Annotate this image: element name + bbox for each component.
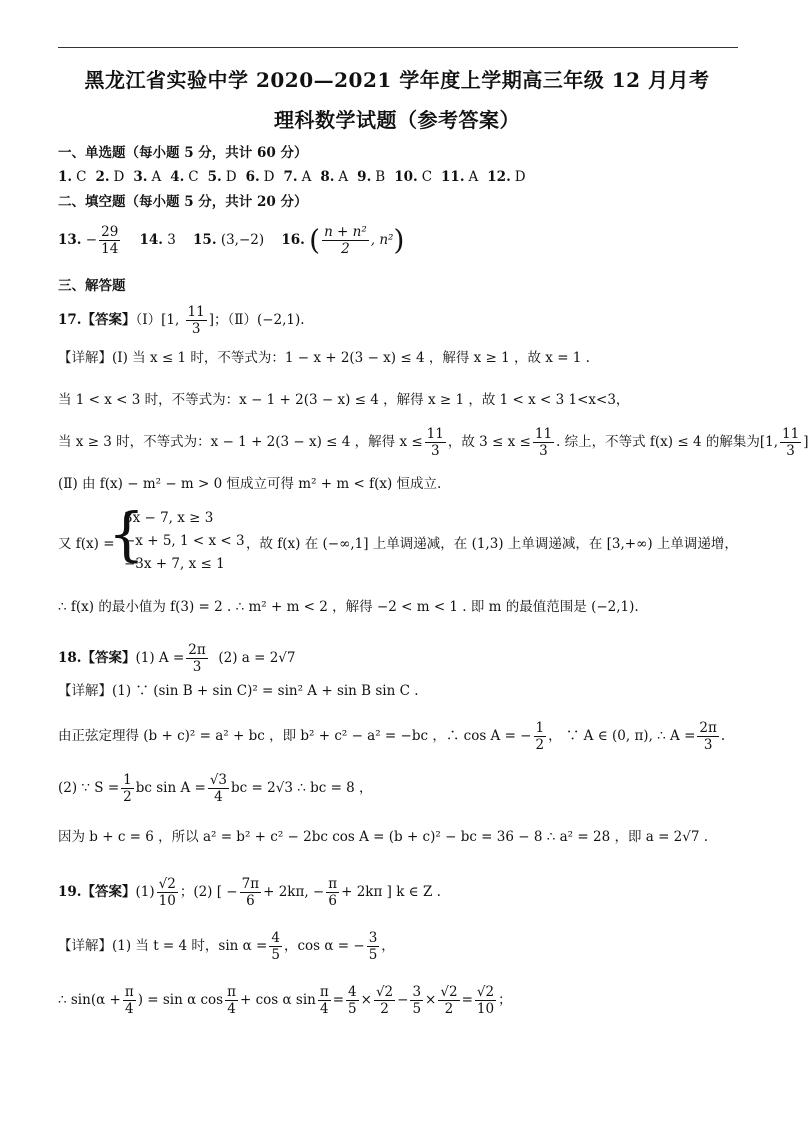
q19-d2-d8: 10	[476, 1001, 495, 1017]
q19-d2-a: ∴ sin(α +	[58, 992, 121, 1008]
q14-value: 3	[167, 232, 176, 248]
q18-head-frac	[186, 642, 207, 675]
q18-d3-c: bc = 2√3 ∴ bc = 8 ，	[231, 780, 373, 796]
mc-answer-number: 7.	[283, 169, 298, 185]
mc-answer-choice: A	[468, 169, 479, 185]
q13-sign: −	[85, 232, 98, 248]
q17-d3-den2: 3	[539, 443, 548, 459]
q17-detail-4: (Ⅱ) 由 f(x) − m² − m > 0 恒成立可得 m² + m < f(x) 恒成立.	[58, 476, 442, 492]
q19-d2-d2: 4	[227, 1001, 236, 1017]
mc-answer-choice: C	[188, 169, 199, 185]
mc-answer-choice: C	[421, 169, 433, 185]
q18-d3-frac2	[208, 772, 229, 805]
q19-interval-frac1	[240, 876, 261, 909]
section-heading-fill-blank: 二、填空题（每小题 5 分，共计 20 分）	[58, 194, 308, 210]
q19-d2-n6: 3	[412, 984, 422, 1000]
q19-interval-mid: + 2kπ, −	[263, 884, 325, 900]
q17-bracket-right: ]	[208, 312, 215, 328]
q16-num: n + n²	[324, 224, 367, 240]
fill-answer-row	[58, 224, 748, 257]
mc-answer-number: 10.	[394, 169, 418, 185]
mc-answer-item	[95, 168, 124, 186]
q19-detail-1	[58, 930, 748, 963]
q19-detail-2	[58, 984, 748, 1017]
q16-paren-right: )	[393, 223, 405, 257]
q18-detail-3	[58, 772, 748, 805]
q19-label: 19.【答案】	[58, 884, 136, 900]
q19-head-den: 10	[158, 893, 176, 909]
q18-d3-frac1	[121, 772, 134, 805]
q17-d3-num2: 11	[534, 426, 553, 442]
q19-d1-frac2	[367, 930, 380, 963]
section-heading-solutions: 三、解答题	[58, 278, 126, 294]
q17-part1-label: （Ⅰ）	[135, 312, 162, 328]
q19-d2-d4: 5	[348, 1001, 357, 1017]
q19-d2-frac6	[410, 984, 423, 1017]
q18-d3-den1: 2	[123, 789, 132, 805]
q19-interval-num1: 7π	[241, 876, 260, 892]
q19-interval-left: [ −	[216, 884, 238, 900]
q18-head-a: (1) A =	[135, 650, 185, 666]
mc-answer-item	[283, 168, 311, 186]
q19-d2-frac3	[318, 984, 331, 1017]
q18-head-num: 2π	[188, 642, 206, 658]
piecewise-brace: {	[108, 500, 145, 568]
q17-d3-frac3	[780, 426, 801, 459]
q19-d1-num2: 3	[368, 930, 378, 946]
mc-answer-number: 6.	[245, 169, 260, 185]
q17-pw-case3: −3x + 7, x ≤ 1	[124, 556, 225, 572]
q19-d1-frac1	[269, 930, 282, 963]
q18-d2-a: 由正弦定理得 (b + c)² = a² + bc ，即 b² + c² − a² = −bc ，∴ cos A = −	[58, 728, 532, 744]
q17-d3-frac1	[425, 426, 446, 459]
q19-d2-n4: 4	[348, 984, 357, 1000]
q19-d1-den2: 5	[368, 947, 378, 963]
q17-pw-prefix: 又 f(x) =	[58, 536, 115, 552]
q19-d2-minus: −	[397, 992, 409, 1008]
mc-answer-item	[133, 168, 161, 186]
q19-d2-frac5	[374, 984, 395, 1017]
q18-d2-den2: 3	[703, 737, 713, 753]
mc-answer-choice: B	[375, 169, 386, 185]
mc-answer-item	[441, 168, 478, 186]
q17-d3-b: ，故 3 ≤ x ≤	[447, 434, 531, 450]
q17-part2: ；（Ⅱ）(−2,1).	[214, 312, 305, 328]
mc-answer-item	[58, 168, 86, 186]
mc-answer-number: 12.	[487, 169, 511, 185]
page-subtitle: 理科数学试题（参考答案）	[274, 108, 520, 132]
q18-d3-a: (2) ∵ S =	[58, 780, 120, 796]
q18-detail-1: 【详解】(1) ∵ (sin B + sin C)² = sin² A + sin B sin C .	[58, 683, 419, 699]
q19-d2-d3: 4	[319, 1001, 329, 1017]
mc-answer-choice: A	[301, 169, 312, 185]
mc-answer-item	[357, 168, 385, 186]
q17-d3-den3: 3	[786, 443, 795, 459]
q18-d3-den2: 4	[214, 789, 223, 805]
q17-detail-3	[58, 426, 808, 459]
q19-head-b: ；(2)	[179, 884, 213, 900]
mc-answer-choice: C	[76, 169, 87, 185]
q18-d3-num1: 1	[123, 772, 132, 788]
q18-d3-num2: √3	[209, 772, 228, 788]
q19-d1-b: ，cos α = −	[283, 938, 365, 954]
q19-d1-a: 【详解】(1) 当 t = 4 时，sin α =	[58, 938, 268, 954]
q15-label: 15.	[193, 232, 217, 248]
mc-answer-choice: D	[514, 169, 526, 185]
q19-d2-n8: √2	[476, 984, 495, 1000]
q18-d2-b: ， ∵ A ∈ (0, π), ∴ A =	[548, 728, 696, 744]
q17-answer	[58, 304, 748, 337]
q18-d2-frac1	[534, 720, 547, 753]
q16-tail: , n²	[370, 232, 394, 248]
q17-pw-case2: −x + 5, 1 < x < 3	[124, 533, 245, 549]
mc-answer-item	[487, 168, 525, 186]
section-heading-single-choice: 一、单选题（每小题 5 分，共计 60 分）	[58, 145, 308, 161]
q16-paren-left: (	[309, 223, 321, 257]
q19-interval-den1: 6	[246, 893, 255, 909]
mc-answer-number: 5.	[207, 169, 222, 185]
q16-den: 2	[341, 241, 350, 257]
mc-answer-number: 9.	[357, 169, 372, 185]
mc-answer-item	[246, 168, 275, 186]
mc-answer-item	[208, 168, 237, 186]
q19-d1-c: ，	[381, 938, 395, 954]
mc-answer-item	[170, 168, 198, 186]
q19-head-a: (1)	[135, 884, 155, 900]
q19-d2-n3: π	[319, 984, 329, 1000]
q19-d2-end: ；	[498, 992, 512, 1008]
q19-d2-frac1	[123, 984, 136, 1017]
q19-answer	[58, 876, 748, 909]
q17-d3-den1: 3	[430, 443, 440, 459]
q19-d2-times1: ×	[360, 992, 372, 1008]
q19-d1-den1: 5	[271, 947, 280, 963]
q19-d2-n1: π	[124, 984, 134, 1000]
q15-value: (3,−2)	[220, 232, 265, 248]
q18-label: 18.【答案】	[58, 650, 136, 666]
q13-num: 29	[101, 224, 119, 240]
q18-d2-c: .	[720, 728, 726, 744]
q19-interval-num2: π	[328, 876, 338, 892]
q19-head-frac	[157, 876, 178, 909]
q17-d3-frac2	[533, 426, 554, 459]
q18-head-den: 3	[192, 659, 202, 675]
q19-interval-frac2	[326, 876, 339, 909]
q19-d2-d6: 5	[412, 1001, 422, 1017]
q18-d2-frac2	[697, 720, 718, 753]
q17-d3-bracket-l: [1,	[759, 434, 778, 450]
q18-d3-b: bc sin A =	[135, 780, 206, 796]
q13-den: 14	[101, 241, 119, 257]
q19-d1-num1: 4	[271, 930, 280, 946]
q19-d2-c: + cos α sin	[239, 992, 316, 1008]
q19-d2-times2: ×	[425, 992, 437, 1008]
q17-pw-case1: 3x − 7, x ≥ 3	[124, 510, 214, 526]
q19-interval-den2: 6	[328, 893, 337, 909]
q19-head-num: √2	[158, 876, 176, 892]
q17-d3-num3: 11	[782, 426, 800, 442]
page-title: 黑龙江省实验中学 2020—2021 学年度上学期高三年级 12 月月考	[84, 68, 710, 92]
q17-pw-suffix: ，故 f(x) 在 (−∞,1] 上单调递减，在 (1,3) 上单调递减，在 [3,+∞) 上单调递增，	[246, 536, 738, 552]
q17-detail-5: ∴ f(x) 的最小值为 f(3) = 2 . ∴ m² + m < 2 ，解得 −2 < m < 1 . 即 m 的最值范围是 (−2,1).	[58, 599, 639, 615]
q19-d2-n5: √2	[375, 984, 394, 1000]
mc-answer-item	[320, 168, 348, 186]
q13-label: 13.	[58, 232, 82, 248]
mc-answer-choice: A	[151, 169, 162, 185]
mc-answer-number: 11.	[441, 169, 465, 185]
q14-label: 14.	[139, 232, 163, 248]
q18-d2-num1: 1	[535, 720, 545, 736]
q19-d2-d5: 2	[380, 1001, 389, 1017]
q17-fraction	[186, 304, 207, 337]
q19-d2-d: =	[332, 992, 345, 1008]
q19-d2-d1: 4	[124, 1001, 134, 1017]
q19-d2-n2: π	[227, 984, 236, 1000]
q18-d2-num2: 2π	[699, 720, 717, 736]
q17-detail-1: 【详解】(Ⅰ) 当 x ≤ 1 时，不等式为：1 − x + 2(3 − x) ≤ 4 ，解得 x ≥ 1 ，故 x = 1 .	[58, 350, 590, 366]
mc-answer-choice: D	[225, 169, 237, 185]
q19-interval-right: + 2kπ ] k ∈ Z .	[341, 884, 441, 900]
q17-label: 17.【答案】	[58, 312, 136, 328]
q17-d3-a: 当 x ≥ 3 时，不等式为：x − 1 + 2(3 − x) ≤ 4 ，解得 x ≤	[58, 434, 423, 450]
q17-den: 3	[191, 321, 201, 337]
mc-answer-list	[58, 168, 748, 186]
q17-d3-bracket-r: ]	[803, 434, 808, 450]
mc-answer-choice: D	[113, 169, 125, 185]
mc-answer-number: 4.	[170, 169, 185, 185]
q19-d2-d7: 2	[444, 1001, 454, 1017]
q19-d2-frac4	[346, 984, 359, 1017]
mc-answer-item	[394, 168, 432, 186]
mc-answer-number: 8.	[320, 169, 335, 185]
q18-answer	[58, 642, 748, 675]
top-rule	[58, 47, 738, 48]
mc-answer-choice: D	[263, 169, 275, 185]
q17-d3-c: . 综上，不等式 f(x) ≤ 4 的解集为	[556, 434, 760, 450]
q19-d2-b: ) = sin α cos	[137, 992, 224, 1008]
q19-d2-n7: √2	[440, 984, 458, 1000]
q18-detail-2	[58, 720, 748, 753]
mc-answer-number: 3.	[133, 169, 148, 185]
mc-answer-choice: A	[338, 169, 349, 185]
q16-label: 16.	[281, 232, 305, 248]
q17-num: 11	[187, 304, 205, 320]
mc-answer-number: 1.	[58, 169, 73, 185]
q19-d2-eq2: =	[461, 992, 473, 1008]
q18-d2-den1: 2	[535, 737, 545, 753]
q16-fraction	[322, 224, 369, 257]
q17-bracket-left: [1,	[161, 312, 184, 328]
q19-d2-frac2	[225, 984, 238, 1017]
q19-d2-frac7	[438, 984, 459, 1017]
q18-head-b: (2) a = 2√7	[218, 650, 296, 666]
q19-d2-frac8	[475, 984, 496, 1017]
q17-detail-2: 当 1 < x < 3 时，不等式为：x − 1 + 2(3 − x) ≤ 4 ，解得 x ≥ 1 ，故 1 < x < 3 1<x<3，	[58, 392, 630, 408]
q13-fraction	[99, 224, 120, 257]
q17-d3-num1: 11	[426, 426, 444, 442]
mc-answer-number: 2.	[95, 169, 110, 185]
q18-detail-4: 因为 b + c = 6 ，所以 a² = b² + c² − 2bc cos A = (b + c)² − bc = 36 − 8 ∴ a² = 28 ，即 a = 2√7 .	[58, 829, 709, 845]
